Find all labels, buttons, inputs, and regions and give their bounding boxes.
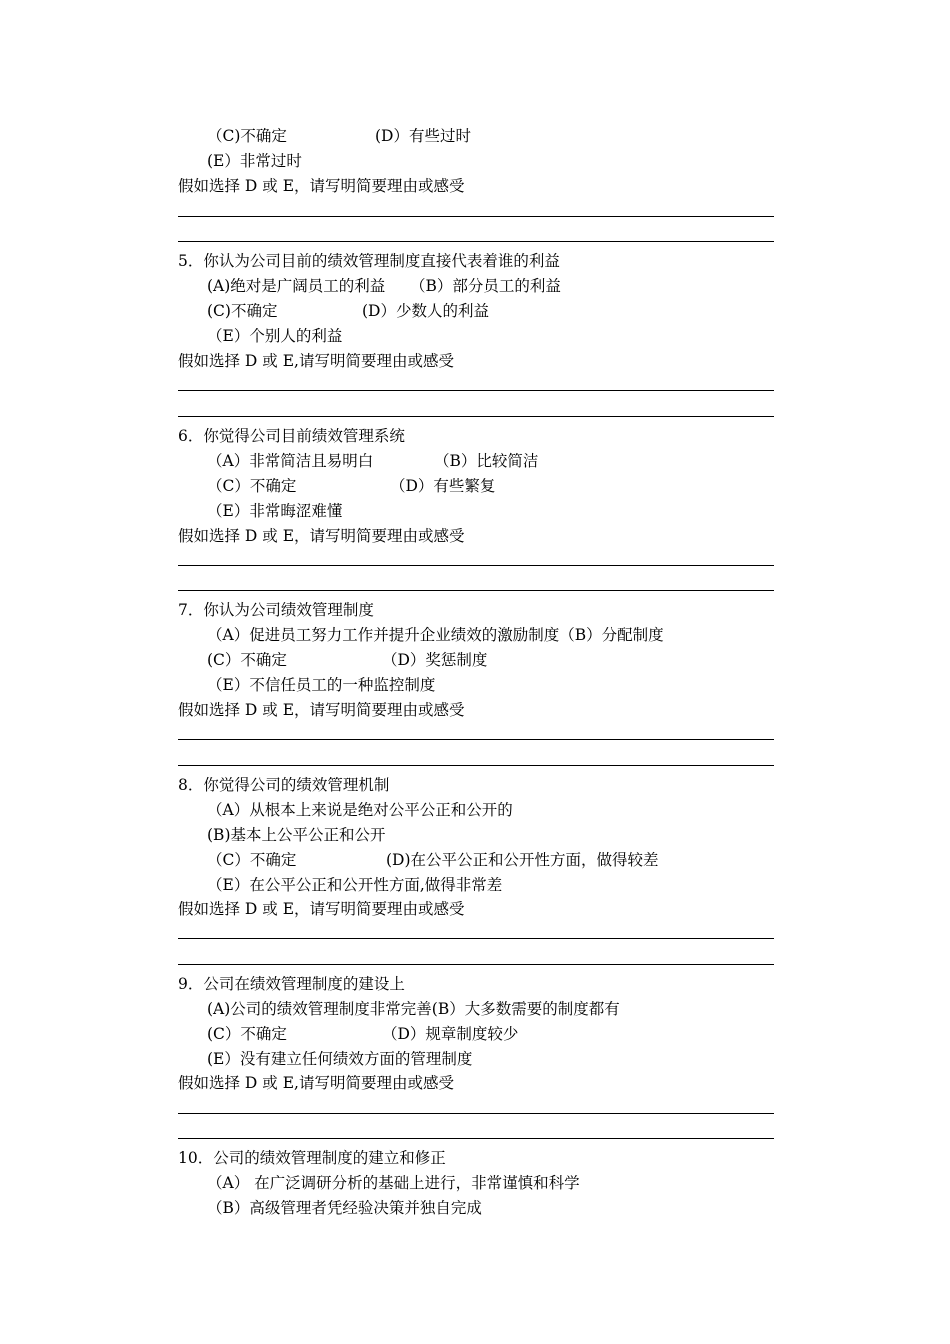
q10-option-a: （A） 在广泛调研分析的基础上进行，非常谨慎和科学: [207, 1174, 580, 1192]
q5-option-c: (C)不确定: [207, 302, 278, 320]
q5-option-row-c-d: [207, 301, 489, 321]
q9-answer-line-1[interactable]: [178, 1113, 774, 1114]
q6-answer-line-2[interactable]: [178, 590, 774, 591]
q10-option-b: （B）高级管理者凭经验决策并独自完成: [207, 1199, 482, 1217]
q8-option-a: （A）从根本上来说是绝对公平公正和公开的: [207, 801, 513, 819]
q6-option-e: （E）非常晦涩难懂: [207, 502, 343, 520]
q7-option-c: (C）不确定: [207, 651, 287, 669]
q4-option-e: (E）非常过时: [207, 152, 302, 170]
q8-option-c: （C）不确定: [207, 851, 297, 869]
q7-title: 7．你认为公司绩效管理制度: [178, 601, 374, 619]
q8-title: 8．你觉得公司的绩效管理机制: [178, 776, 390, 794]
q9-title: 9．公司在绩效管理制度的建设上: [178, 975, 405, 993]
q8-reason-note: 假如选择 D 或 E，请写明简要理由或感受: [178, 900, 465, 918]
q8-option-b: (B)基本上公平公正和公开: [207, 826, 386, 844]
q4-answer-line-1[interactable]: [178, 216, 774, 217]
q6-option-row-a-b: [207, 451, 539, 471]
q9-option-e: (E）没有建立任何绩效方面的管理制度: [207, 1050, 473, 1068]
q6-option-d: （D）有些繁复: [390, 477, 496, 495]
q4-option-d: (D）有些过时: [375, 127, 471, 145]
q9-option-a-b: (A)公司的绩效管理制度非常完善(B）大多数需要的制度都有: [207, 1000, 620, 1018]
q9-reason-note: 假如选择 D 或 E,请写明简要理由或感受: [178, 1074, 454, 1092]
q9-option-d: （D）规章制度较少: [382, 1025, 519, 1043]
q5-answer-line-1[interactable]: [178, 390, 774, 391]
q5-answer-line-2[interactable]: [178, 416, 774, 417]
q10-title: 10．公司的绩效管理制度的建立和修正: [178, 1149, 446, 1167]
q5-title: 5．你认为公司目前的绩效管理制度直接代表着谁的利益: [178, 252, 560, 270]
q9-option-row-c-d: [207, 1024, 519, 1044]
q4-reason-note: 假如选择 D 或 E，请写明简要理由或感受: [178, 177, 465, 195]
q7-answer-line-1[interactable]: [178, 739, 774, 740]
q5-option-d: (D）少数人的利益: [362, 302, 489, 320]
q7-option-row-c-d: [207, 650, 488, 670]
q4-answer-line-2[interactable]: [178, 241, 774, 242]
q7-answer-line-2[interactable]: [178, 765, 774, 766]
q8-answer-line-2[interactable]: [178, 964, 774, 965]
q5-option-b: （B）部分员工的利益: [410, 277, 561, 295]
q8-option-d: (D)在公平公正和公开性方面，做得较差: [386, 851, 659, 869]
q8-answer-line-1[interactable]: [178, 938, 774, 939]
q6-answer-line-1[interactable]: [178, 565, 774, 566]
q5-option-e: （E）个别人的利益: [207, 327, 343, 345]
q6-option-c: （C）不确定: [207, 477, 297, 495]
q5-reason-note: 假如选择 D 或 E,请写明简要理由或感受: [178, 352, 454, 370]
q6-reason-note: 假如选择 D 或 E，请写明简要理由或感受: [178, 527, 465, 545]
q6-option-row-c-d: [207, 476, 496, 496]
q6-option-b: （B）比较简洁: [434, 452, 539, 470]
q7-option-a-b: （A）促进员工努力工作并提升企业绩效的激励制度（B）分配制度: [207, 626, 664, 644]
q7-reason-note: 假如选择 D 或 E，请写明简要理由或感受: [178, 701, 465, 719]
q5-option-a: (A)绝对是广阔员工的利益: [207, 277, 386, 295]
q4-option-row-c-d: [207, 126, 471, 146]
q4-option-c: （C)不确定: [207, 127, 287, 145]
q7-option-d: （D）奖惩制度: [382, 651, 488, 669]
q9-answer-line-2[interactable]: [178, 1138, 774, 1139]
q8-option-row-c-d: [207, 850, 659, 870]
q6-option-a: （A）非常简洁且易明白: [207, 452, 374, 470]
q6-title: 6．你觉得公司目前绩效管理系统: [178, 427, 405, 445]
q5-option-row-a-b: [207, 276, 561, 296]
q8-option-e: （E）在公平公正和公开性方面,做得非常差: [207, 876, 503, 894]
q7-option-e: （E）不信任员工的一种监控制度: [207, 676, 436, 694]
q9-option-c: (C）不确定: [207, 1025, 287, 1043]
